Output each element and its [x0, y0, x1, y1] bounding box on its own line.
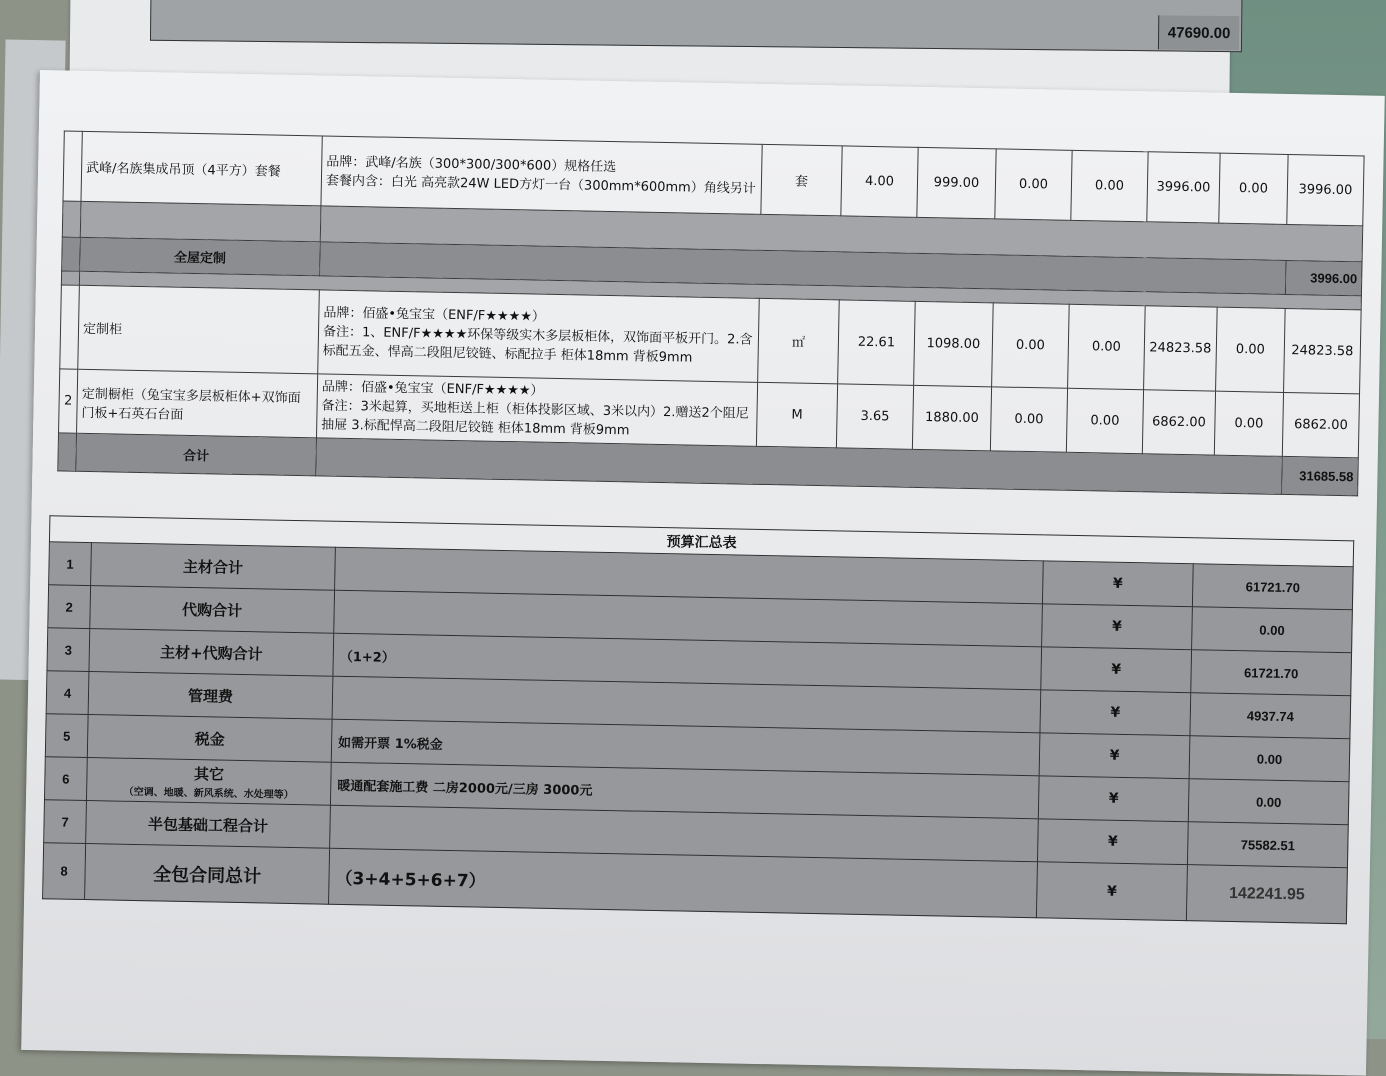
summary-title: 预算汇总表	[49, 516, 1353, 567]
summary-note: 如需开票 1%税金	[331, 719, 1040, 776]
item-desc-line: 品牌：佰盛•兔宝宝（ENF/F★★★★）	[323, 305, 546, 325]
row-index	[63, 131, 82, 201]
custom-total: 31685.58	[1282, 456, 1359, 495]
item-desc-line: 备注：3米起算，买地柜送上柜（柜体投影区域、3米以内）2.赠送2个阻尼抽屉 3.标配悍高二段阻尼铰链 柜体18mm 背板9mm	[321, 398, 749, 439]
item-total: 3996.00	[1287, 154, 1364, 225]
total-label: 合计	[76, 433, 317, 476]
item-amount: 24823.58	[1144, 306, 1218, 391]
item-unit: 套	[761, 144, 842, 216]
summary-index: 2	[48, 585, 91, 629]
currency-symbol: ¥	[1040, 690, 1191, 736]
summary-index: 5	[45, 714, 88, 758]
summary-index: 3	[47, 628, 90, 672]
summary-label: 代购合计	[90, 586, 335, 634]
item-cell: 0.00	[1214, 391, 1283, 456]
item-desc-line: 备注：1、ENF/F★★★★环保等级实木多层板柜体，双饰面平板开门。2.含标配五金、悍高二段阻尼铰链、标配拉手 柜体18mm 背板9mm	[322, 324, 753, 366]
item-unit: ㎡	[758, 298, 840, 384]
summary-label: 主材合计	[91, 543, 336, 591]
background-band	[150, 0, 1243, 52]
summary-label: 全包合同总计	[85, 844, 330, 905]
summary-amount: 0.00	[1192, 607, 1353, 653]
summary-amount: 0.00	[1188, 779, 1349, 825]
currency-symbol: ¥	[1037, 819, 1188, 865]
background-total: 47690.00	[1158, 15, 1239, 50]
item-cell: 0.00	[995, 149, 1072, 220]
budget-sheet	[21, 70, 1385, 1076]
currency-symbol: ¥	[1041, 647, 1192, 693]
item-name: 定制柜	[78, 285, 320, 374]
item-amount: 3996.00	[1147, 152, 1220, 223]
currency-symbol: ¥	[1042, 604, 1193, 650]
summary-index: 4	[46, 671, 89, 715]
summary-label: 其它	[193, 765, 225, 784]
summary-table	[42, 515, 1354, 924]
item-desc-line: 套餐内含：白光 高亮款24W LED方灯一台（300mm*600mm）角线另计	[325, 173, 756, 197]
item-cell: 0.00	[1071, 150, 1148, 221]
item-price: 1098.00	[914, 301, 994, 386]
summary-index: 7	[44, 800, 87, 844]
summary-index: 8	[43, 843, 86, 900]
row-index	[60, 285, 80, 369]
item-cell: 0.00	[1219, 153, 1288, 224]
summary-note: （3+4+5+6+7）	[329, 848, 1038, 918]
summary-note: 暖通配套施工费 二房2000元/三房 3000元	[330, 762, 1039, 819]
summary-label: 半包基础工程合计	[86, 801, 331, 849]
item-cell: 0.00	[990, 387, 1067, 452]
row-index	[58, 433, 77, 471]
item-cell: 0.00	[1066, 388, 1143, 453]
row-index	[61, 271, 79, 285]
summary-amount: 61721.70	[1192, 564, 1353, 610]
currency-symbol: ¥	[1042, 561, 1193, 607]
items-table	[57, 130, 1364, 496]
summary-amount: 142241.95	[1186, 865, 1347, 924]
summary-amount: 0.00	[1189, 736, 1350, 782]
item-qty: 4.00	[841, 146, 918, 217]
item-name: 武峰/名族集成吊顶（4平方）套餐	[81, 131, 322, 206]
section-title: 全屋定制	[80, 237, 321, 276]
summary-label: 税金	[87, 715, 332, 763]
row-index	[62, 201, 81, 237]
row-index: 2	[59, 369, 78, 433]
row-index	[62, 237, 81, 271]
item-price: 1880.00	[912, 385, 991, 450]
item-name: 定制橱柜（兔宝宝多层板柜体+双饰面门板+石英石台面	[77, 369, 318, 438]
summary-amount: 4937.74	[1190, 693, 1351, 739]
item-desc	[318, 290, 760, 382]
summary-sublabel: （空调、地暖、新风系统、水处理等）	[123, 786, 294, 802]
item-price: 999.00	[917, 147, 996, 218]
summary-index: 6	[44, 757, 87, 801]
item-cell: 0.00	[992, 303, 1070, 388]
currency-symbol: ¥	[1036, 862, 1187, 921]
summary-label: 主材+代购合计	[89, 629, 334, 677]
currency-symbol: ¥	[1038, 776, 1189, 822]
item-desc-line: 品牌：武峰/名族（300*300/300*600）规格任选	[326, 154, 617, 175]
item-cell: 0.00	[1216, 307, 1286, 392]
currency-symbol: ¥	[1039, 733, 1190, 779]
subtotal-label	[80, 201, 321, 242]
item-cell: 0.00	[1068, 304, 1146, 389]
summary-label-cell	[86, 758, 331, 806]
item-total: 6862.00	[1282, 392, 1359, 457]
summary-note: （1+2）	[333, 633, 1042, 690]
item-amount: 6862.00	[1142, 390, 1215, 455]
summary-label: 管理费	[88, 672, 333, 720]
item-total: 24823.58	[1284, 308, 1362, 393]
summary-amount: 61721.70	[1191, 650, 1352, 696]
item-qty: 3.65	[836, 384, 913, 449]
item-desc-line: 品牌：佰盛•兔宝宝（ENF/F★★★★）	[321, 379, 544, 399]
item-qty: 22.61	[838, 300, 916, 385]
item-desc	[321, 136, 762, 214]
ceiling-subtotal: 3996.00	[1285, 260, 1362, 295]
summary-index: 1	[49, 542, 92, 586]
summary-amount: 75582.51	[1187, 822, 1348, 868]
item-unit: M	[756, 382, 837, 448]
item-desc	[316, 374, 757, 446]
